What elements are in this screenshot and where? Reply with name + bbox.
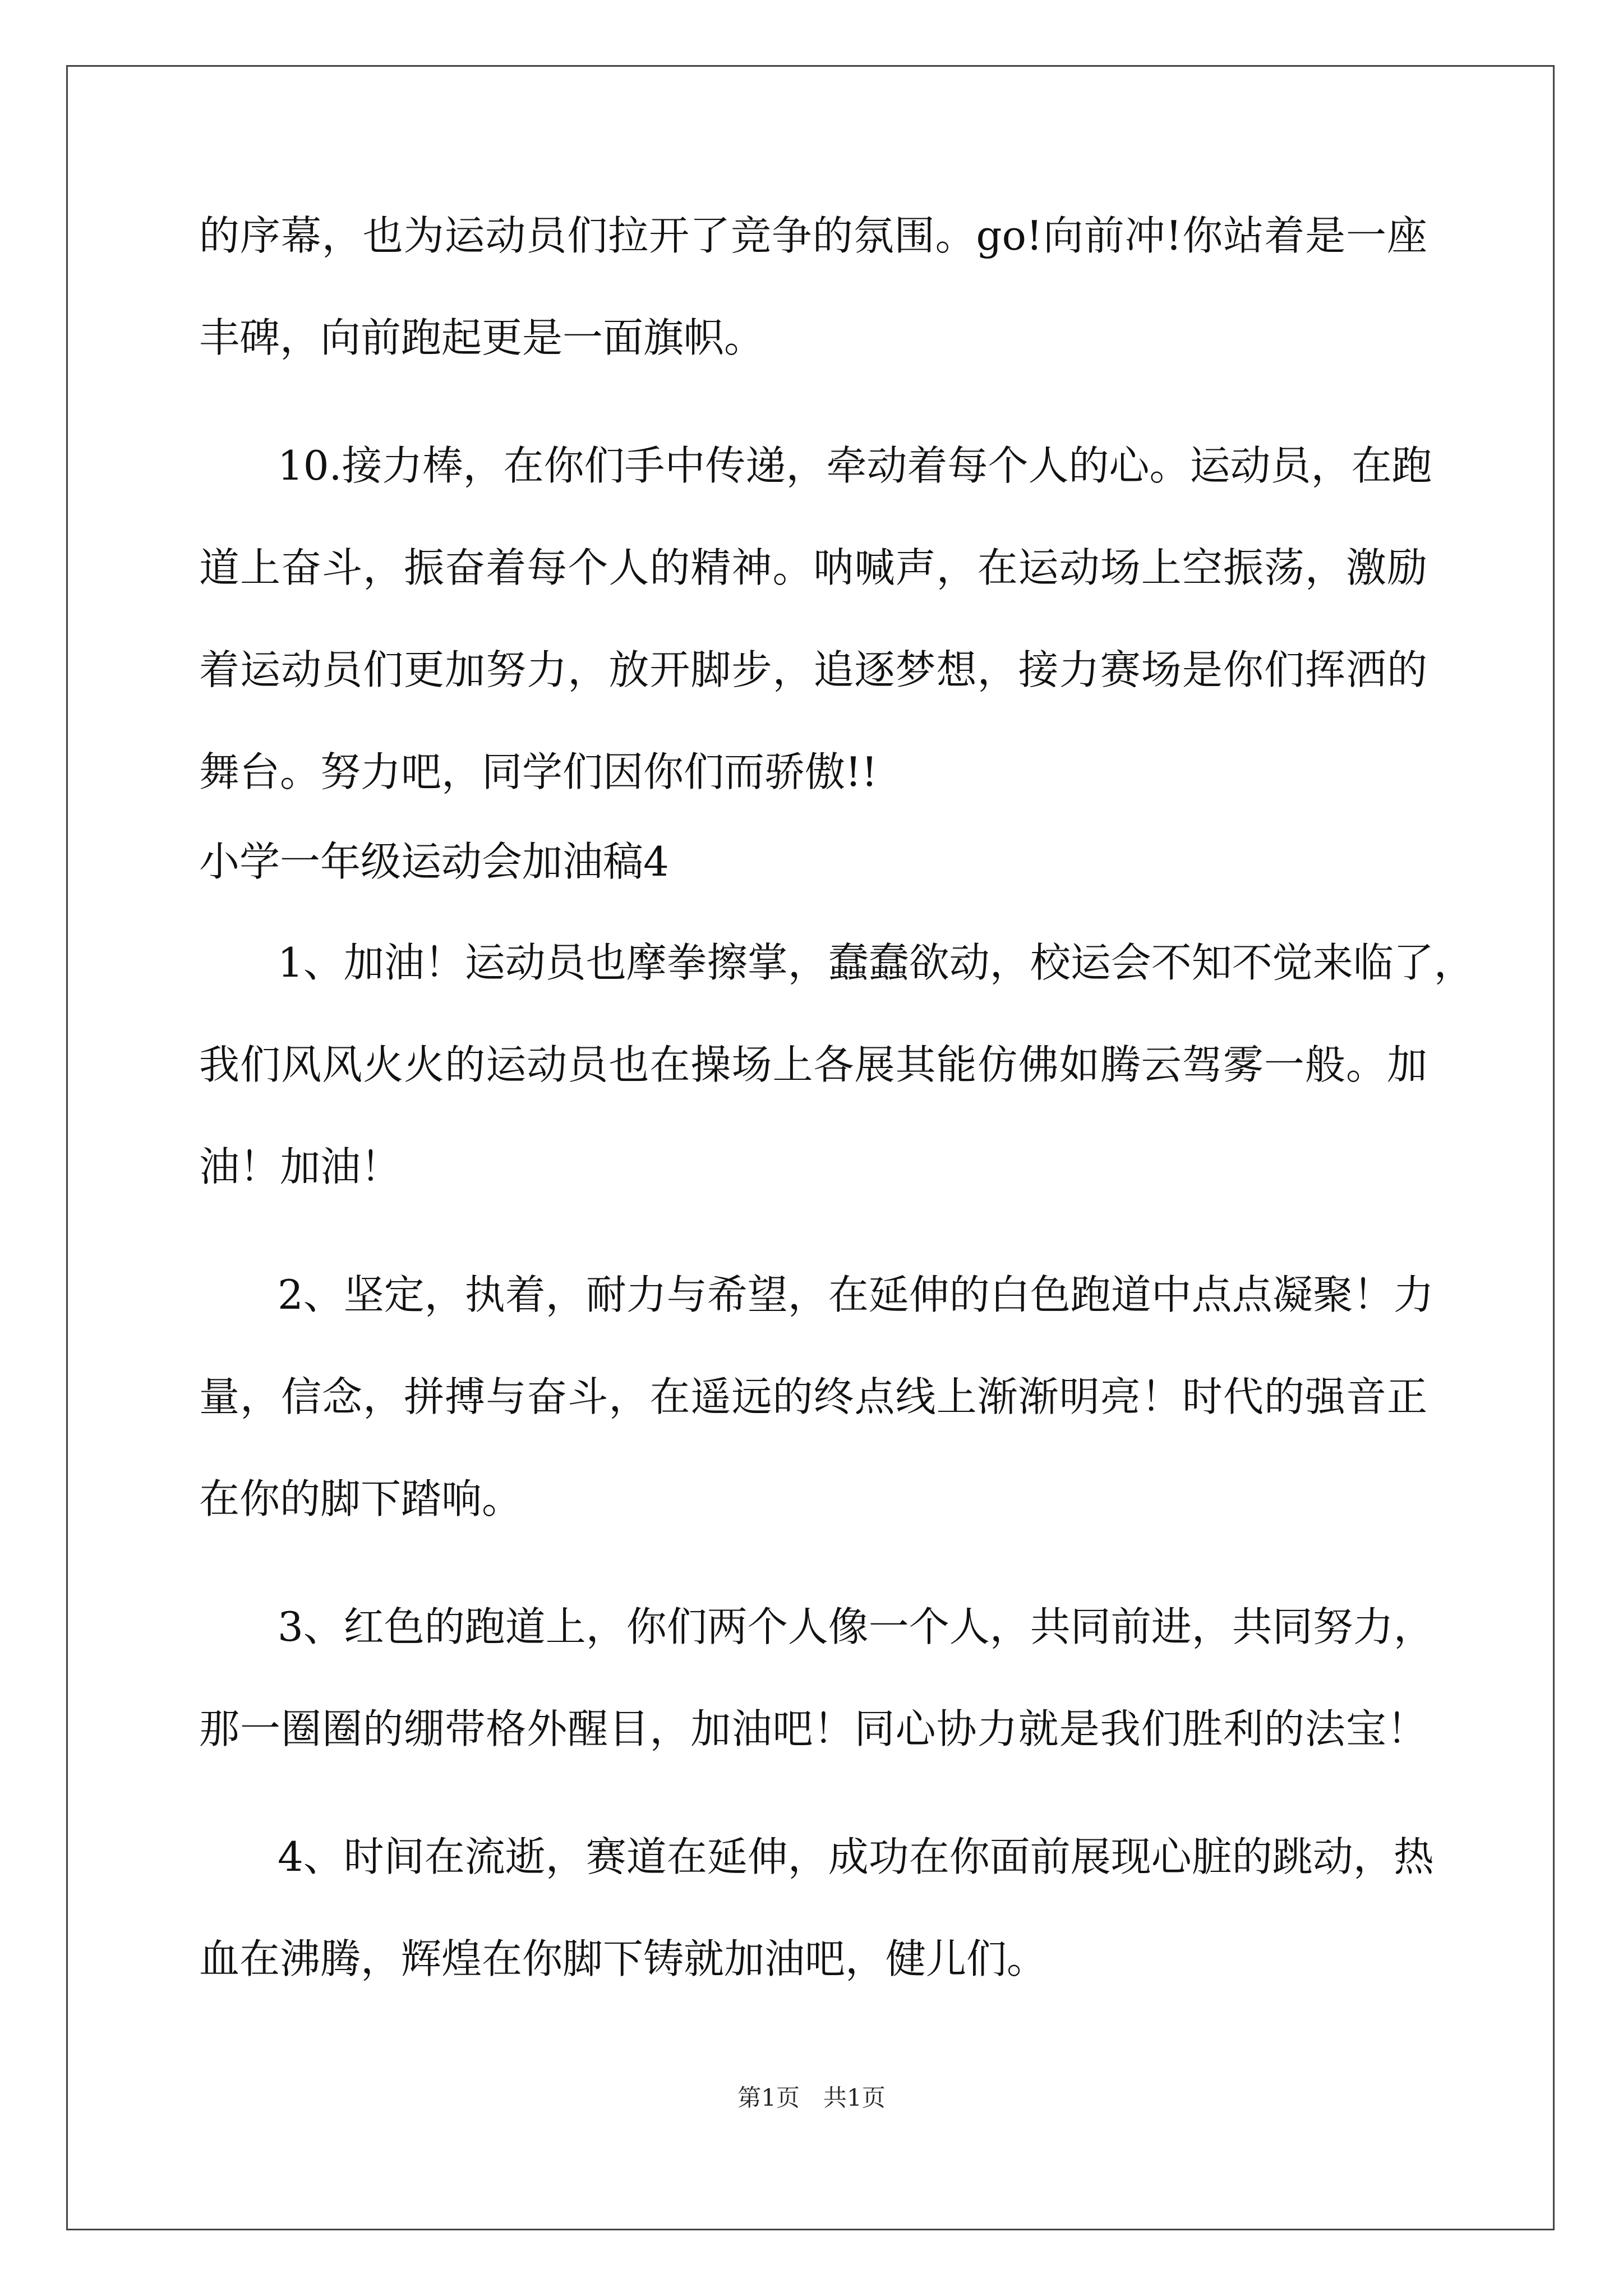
paragraph-line: 那一圈圈的绷带格外醒目，加油吧！同心协力就是我们胜利的法宝！ [199, 1705, 1427, 1752]
paragraph-line: 舞台。努力吧，同学们因你们而骄傲!! [199, 748, 878, 795]
paragraph-line: 2、坚定，执着，耐力与希望，在延伸的白色跑道中点点凝聚！力 [278, 1271, 1434, 1318]
paragraph-line: 10.接力棒，在你们手中传递，牵动着每个人的心。运动员，在跑 [278, 442, 1432, 489]
paragraph-line: 1、加油！运动员也摩拳擦掌，蠢蠢欲动，校运会不知不觉来临了， [278, 939, 1474, 986]
paragraph-line: 在你的脚下踏响。 [199, 1475, 523, 1522]
paragraph-line: 4、时间在流逝，赛道在延伸，成功在你面前展现心脏的跳动，热 [278, 1833, 1434, 1880]
paragraph-line: 量，信念，拼搏与奋斗，在遥远的终点线上渐渐明亮！时代的强音正 [199, 1373, 1427, 1420]
page-footer: 第1页 共1页 [737, 2084, 886, 2111]
paragraph-line: 3、红色的跑道上，你们两个人像一个人，共同前进，共同努力， [278, 1603, 1434, 1650]
paragraph-line: 丰碑，向前跑起更是一面旗帜。 [199, 314, 765, 361]
paragraph-line: 道上奋斗，振奋着每个人的精神。呐喊声，在运动场上空振荡，激励 [199, 544, 1427, 591]
paragraph-line: 我们风风火火的运动员也在操场上各展其能仿佛如腾云驾雾一般。加 [199, 1041, 1427, 1088]
paragraph-line: 的序幕，也为运动员们拉开了竞争的氛围。go!向前冲!你站着是一座 [199, 212, 1427, 259]
section-heading: 小学一年级运动会加油稿4 [199, 838, 669, 885]
paragraph-line: 油！加油！ [199, 1143, 402, 1190]
paragraph-line: 血在沸腾，辉煌在你脚下铸就加油吧，健儿们。 [199, 1935, 1048, 1982]
paragraph-line: 着运动员们更加努力，放开脚步，追逐梦想，接力赛场是你们挥洒的 [199, 646, 1427, 693]
